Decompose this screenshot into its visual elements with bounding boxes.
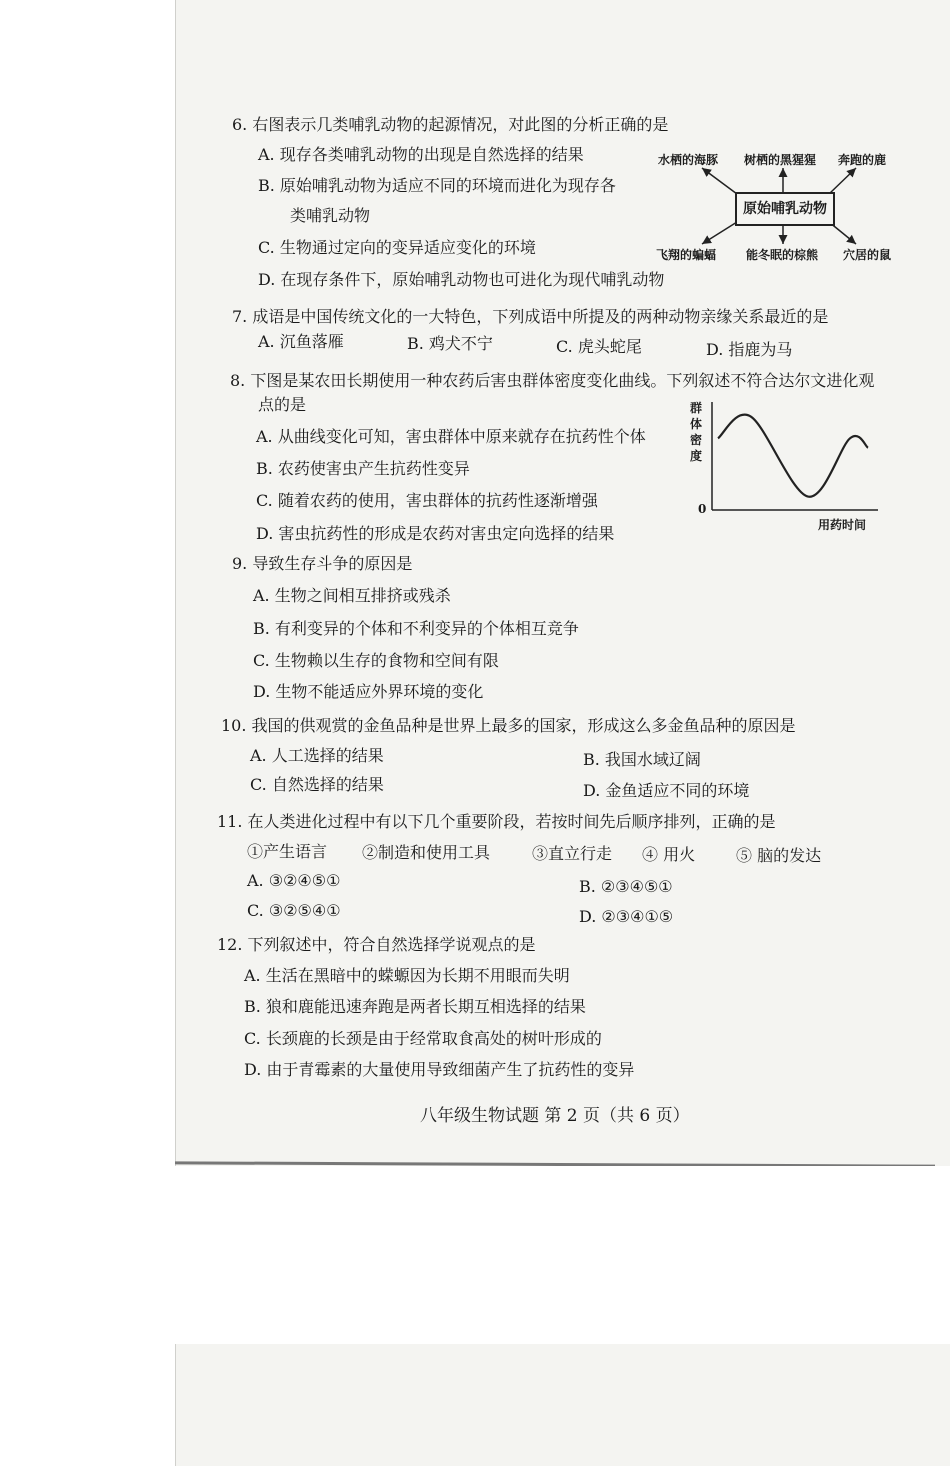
diagram-label-dolphin: 水栖的海豚	[658, 153, 719, 167]
question-11-item-3: ③直立行走	[532, 844, 613, 863]
question-8-option-d: D. 害虫抗药性的形成是农药对害虫定向选择的结果	[256, 524, 615, 543]
question-12-option-b: B. 狼和鹿能迅速奔跑是两者长期互相选择的结果	[244, 997, 586, 1016]
question-6-stem: 6. 右图表示几类哺乳动物的起源情况，对此图的分析正确的是	[232, 115, 669, 134]
question-11-item-5: ⑤ 脑的发达	[736, 846, 822, 865]
question-6-option-b: B. 原始哺乳动物为适应不同的环境而进化为现存各	[258, 176, 616, 195]
question-9-option-b: B. 有利变异的个体和不利变异的个体相互竞争	[253, 619, 579, 638]
question-12-option-d: D. 由于青霉素的大量使用导致细菌产生了抗药性的变异	[244, 1060, 635, 1079]
question-7-option-c: C. 虎头蛇尾	[556, 337, 642, 356]
question-10-option-c: C. 自然选择的结果	[250, 775, 384, 794]
chart-density-curve	[718, 415, 868, 497]
question-8-option-a: A. 从曲线变化可知，害虫群体中原来就存在抗药性个体	[256, 427, 646, 446]
question-8-option-b: B. 农药使害虫产生抗药性变异	[256, 459, 470, 478]
question-12-option-c: C. 长颈鹿的长颈是由于经常取食高处的树叶形成的	[244, 1029, 602, 1048]
question-6-option-a: A. 现存各类哺乳动物的出现是自然选择的结果	[258, 145, 584, 164]
question-11-option-d: D. ②③④①⑤	[579, 907, 674, 926]
question-6-option-c: C. 生物通过定向的变异适应变化的环境	[258, 238, 536, 257]
chart-xlabel: 用药时间	[818, 518, 867, 532]
diagram-center-box: 原始哺乳动物	[735, 192, 835, 226]
question-10-option-a: A. 人工选择的结果	[250, 746, 384, 765]
question-8-stem: 8. 下图是某农田长期使用一种农药后害虫群体密度变化曲线。下列叙述不符合达尔文进化观	[230, 371, 875, 390]
question-9-option-c: C. 生物赖以生存的食物和空间有限	[253, 651, 499, 670]
question-11-option-c: C. ③②⑤④①	[247, 901, 341, 920]
diagram-label-mouse: 穴居的鼠	[843, 248, 892, 262]
question-9-stem: 9. 导致生存斗争的原因是	[232, 554, 413, 573]
page-footer: 八年级生物试题 第 2 页（共 6 页）	[420, 1106, 690, 1126]
question-10-option-d: D. 金鱼适应不同的环境	[583, 781, 750, 800]
question-7-option-a: A. 沉鱼落雁	[258, 332, 344, 351]
question-10-stem: 10. 我国的供观赏的金鱼品种是世界上最多的国家，形成这么多金鱼品种的原因是	[221, 716, 796, 735]
question-11-stem: 11. 在人类进化过程中有以下几个重要阶段，若按时间先后顺序排列，正确的是	[217, 812, 776, 831]
chart-origin-label: 0	[698, 502, 707, 516]
question-11-item-4: ④ 用火	[642, 845, 696, 864]
question-7-option-b: B. 鸡犬不宁	[407, 334, 493, 353]
question-12-option-a: A. 生活在黑暗中的蝾螈因为长期不用眼而失明	[244, 966, 570, 985]
question-11-item-2: ②制造和使用工具	[362, 843, 491, 862]
question-9-option-d: D. 生物不能适应外界环境的变化	[253, 682, 484, 701]
question-6-option-d: D. 在现存条件下，原始哺乳动物也可进化为现代哺乳动物	[258, 270, 665, 289]
diagram-label-deer: 奔跑的鹿	[838, 153, 887, 167]
question-12-stem: 12. 下列叙述中，符合自然选择学说观点的是	[217, 935, 536, 954]
question-11-item-1: ①产生语言	[247, 842, 328, 861]
question-9-option-a: A. 生物之间相互排挤或残杀	[253, 586, 451, 605]
chart-ylabel: 群体密度	[690, 401, 703, 463]
question-10-option-b: B. 我国水域辽阔	[583, 750, 701, 769]
question-11-option-a: A. ③②④⑤①	[247, 871, 341, 890]
diagram-label-bat: 飞翔的蝙蝠	[656, 248, 717, 262]
question-7-stem: 7. 成语是中国传统文化的一大特色，下列成语中所提及的两种动物亲缘关系最近的是	[232, 307, 829, 326]
question-8-option-c: C. 随着农药的使用，害虫群体的抗药性逐渐增强	[256, 491, 598, 510]
question-8-stem-cont: 点的是	[258, 395, 307, 414]
diagram-label-chimpanzee: 树栖的黑猩猩	[744, 153, 817, 167]
diagram-label-bear: 能冬眠的棕熊	[746, 248, 819, 262]
question-7-option-d: D. 指鹿为马	[706, 340, 793, 359]
question-6-option-b-cont: 类哺乳动物	[290, 206, 371, 225]
question-11-option-b: B. ②③④⑤①	[579, 877, 673, 896]
